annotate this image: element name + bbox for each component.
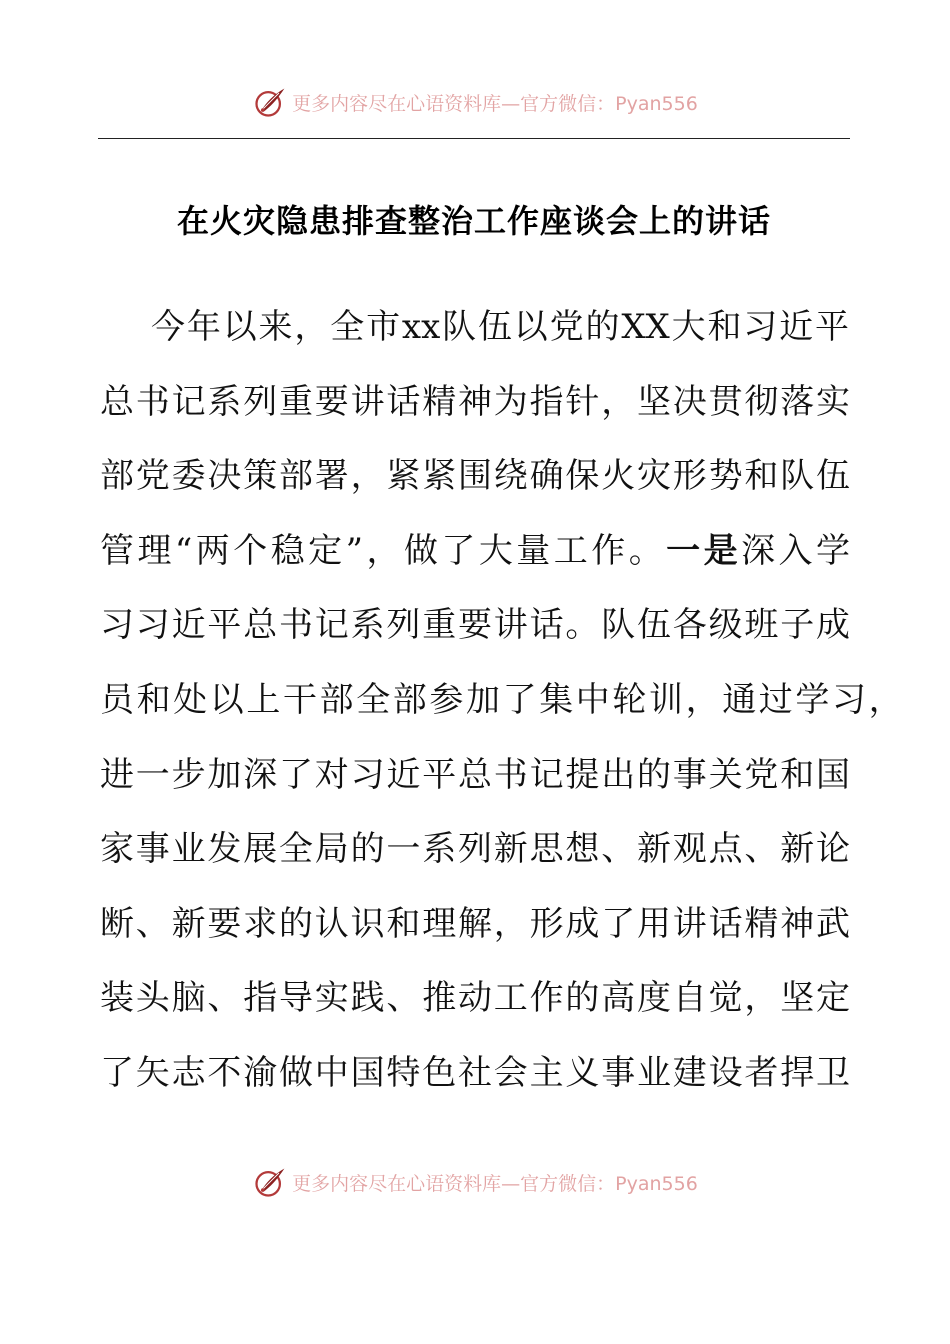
quill-logo-icon: [252, 1164, 288, 1200]
quill-logo-icon: [252, 84, 288, 120]
body-line-5: [100, 588, 890, 663]
body-line-6-text: 员和处以上干部全部参加了集中轮训，通过学习，: [100, 679, 906, 720]
body-line-9: [100, 887, 890, 962]
footer-banner-cn: 更多内容尽在心语资料库—官方微信：: [292, 1172, 616, 1195]
body-line-9-text: 断、新要求的认识和理解，形成了用讲话精神武: [100, 903, 850, 944]
body-line-7-text: 进一步加深了对习近平总书记提出的事关党和国: [100, 754, 850, 795]
body-line-7: [100, 738, 890, 813]
document-body: [100, 290, 906, 1111]
body-line-3: [100, 439, 890, 514]
body-line-4-tail: 深入学: [741, 530, 851, 571]
body-line-3-text: 部党委决策部署，紧紧围绕确保火灾形势和队伍: [100, 456, 850, 497]
body-line-11: [100, 1036, 890, 1111]
body-line-5-text: 习习近平总书记系列重要讲话。队伍各级班子成: [100, 605, 850, 646]
footer-banner-wechat-id: Pyan556: [615, 1172, 698, 1195]
body-line-2: [100, 365, 890, 440]
body-line-4-start: 管理“两个稳定”，做了大量工作。: [100, 530, 667, 571]
body-line-4-text: [100, 514, 850, 589]
header-divider: [98, 138, 850, 139]
body-line-10: [100, 961, 890, 1036]
document-title: 在火灾隐患排查整治工作座谈会上的讲话: [176, 202, 771, 240]
header-banner-text: [292, 89, 698, 116]
body-line-4: [100, 514, 890, 589]
body-line-1: [100, 290, 890, 365]
body-line-11-text: 了矢志不渝做中国特色社会主义事业建设者捍卫: [100, 1052, 850, 1093]
body-line-8-text: 家事业发展全局的一系列新思想、新观点、新论: [100, 829, 850, 870]
footer-banner-text: [292, 1169, 698, 1196]
body-line-2-text: 总书记系列重要讲话精神为指针，坚决贯彻落实: [100, 381, 850, 422]
body-line-10-text: 装头脑、指导实践、推动工作的高度自觉，坚定: [100, 978, 850, 1019]
body-line-8: [100, 812, 890, 887]
header-banner: [0, 80, 950, 124]
body-line-6: [100, 663, 906, 738]
header-banner-wechat-id: Pyan556: [615, 92, 698, 115]
body-line-1-text: 今年以来，全市xx队伍以党的XX大和习近平: [151, 307, 849, 347]
header-banner-cn: 更多内容尽在心语资料库—官方微信：: [292, 92, 616, 115]
body-line-4-bold: 一是: [666, 530, 742, 571]
footer-banner: [0, 1160, 950, 1204]
